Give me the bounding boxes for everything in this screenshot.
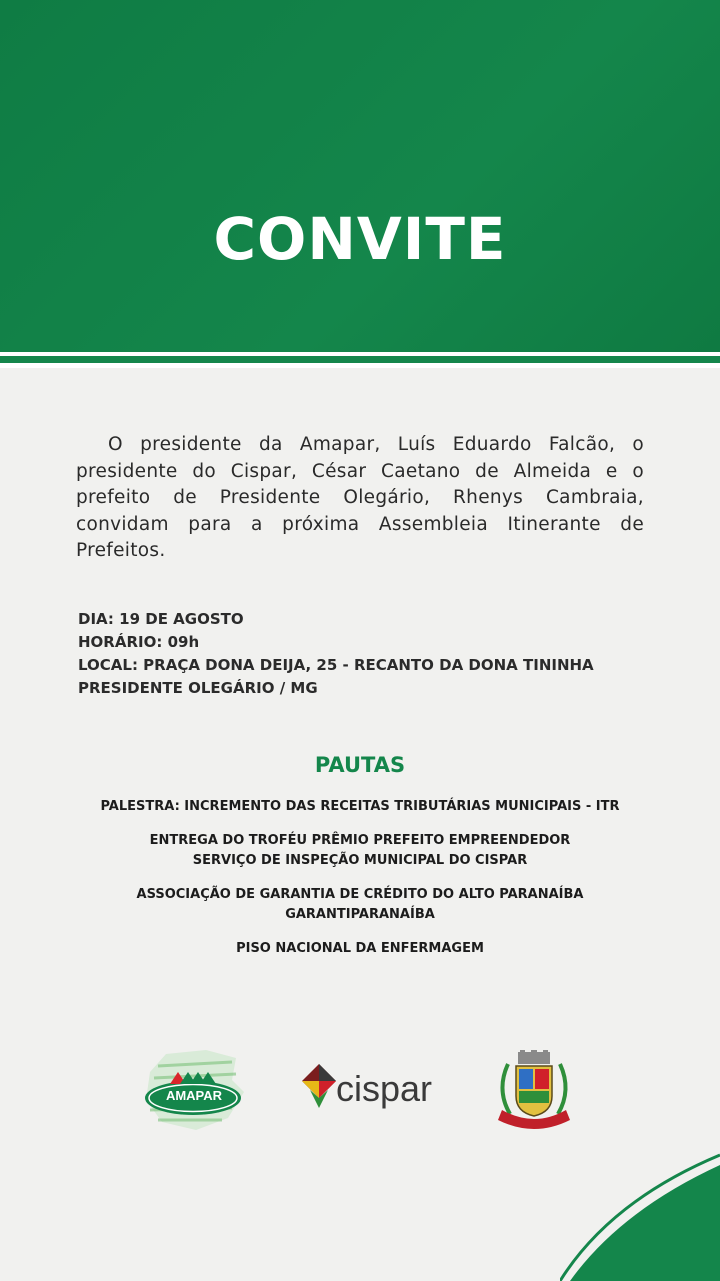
cispar-logo: [302, 1062, 442, 1118]
intro-paragraph: O presidente da Amapar, Luís Eduardo Falcão, o presidente do Cispar, César Caetano de Almeida e o prefeito de Presidente Olegário, Rhenys Cambraia, convidam para a próxima Assembleia Itinerante de Prefeitos.: [76, 434, 644, 561]
agenda-item: [40, 885, 680, 925]
event-info: [78, 608, 678, 700]
event-city: PRESIDENTE OLEGÁRIO / MG: [78, 679, 318, 697]
header-banner: [0, 0, 720, 352]
agenda-item-line: GARANTIPARANAÍBA: [285, 907, 435, 922]
page-title: CONVITE: [213, 205, 507, 273]
header-stripe: [0, 352, 720, 368]
agenda-item-line: PISO NACIONAL DA ENFERMAGEM: [236, 941, 484, 956]
event-time: HORÁRIO: 09h: [78, 633, 200, 651]
amapar-logo: [136, 1048, 250, 1132]
cispar-diamond-icon: [302, 1064, 336, 1116]
event-day: DIA: 19 DE AGOSTO: [78, 610, 244, 628]
agenda-item-line: PALESTRA: INCREMENTO DAS RECEITAS TRIBUTÁRIAS MUNICIPAIS - ITR: [100, 799, 620, 814]
event-place: LOCAL: PRAÇA DONA DEIJA, 25 - RECANTO DA DONA TININHA: [78, 656, 594, 674]
agenda-item-line: ENTREGA DO TROFÉU PRÊMIO PREFEITO EMPREENDEDOR: [149, 833, 571, 848]
agenda-item: [40, 797, 680, 817]
corner-decoration: [560, 1101, 720, 1281]
agenda-title: PAUTAS: [314, 753, 406, 777]
agenda-item: [40, 939, 680, 959]
cispar-logo-text: cispar: [336, 1068, 433, 1109]
agenda-list: [40, 797, 680, 973]
agenda-item-line: SERVIÇO DE INSPEÇÃO MUNICIPAL DO CISPAR: [192, 853, 528, 868]
amapar-logo-text: AMAPAR: [165, 1088, 223, 1103]
agenda-item-line: ASSOCIAÇÃO DE GARANTIA DE CRÉDITO DO ALTO PARANAÍBA: [136, 887, 584, 902]
agenda-item: [40, 831, 680, 871]
